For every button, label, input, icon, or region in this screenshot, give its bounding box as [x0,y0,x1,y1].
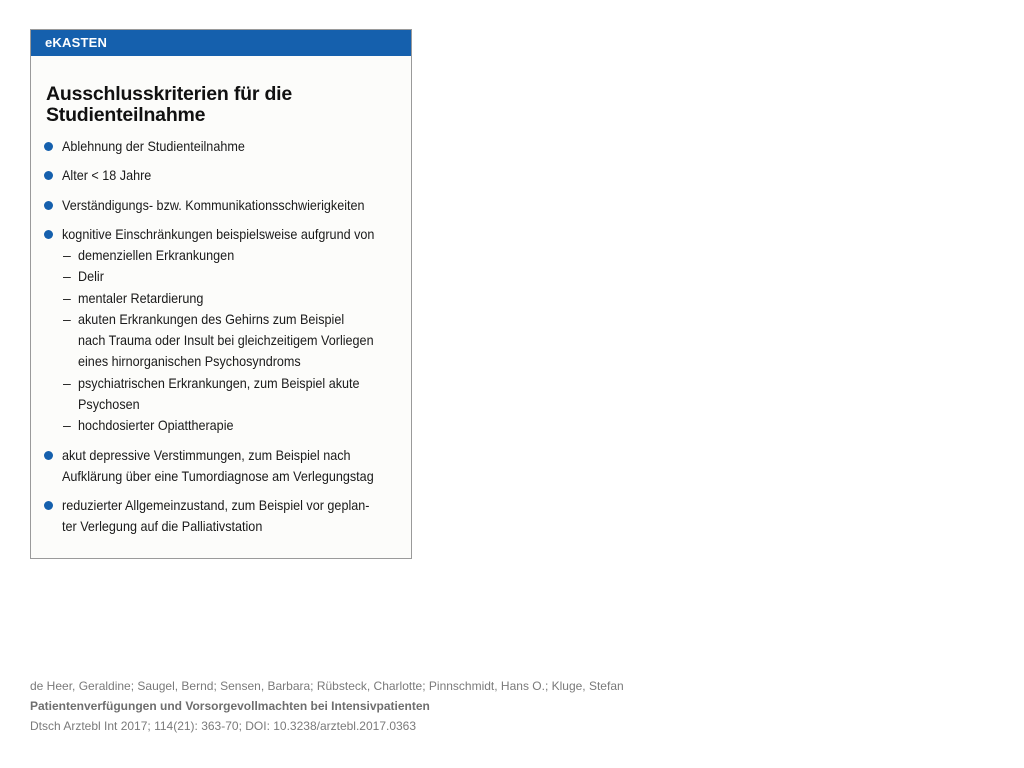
bullet-text: Aufklärung über eine Tumordiagnose am Verlegungstag [62,468,374,484]
bullet-item-2 [62,165,161,186]
citation-reference: Dtsch Arztebl Int 2017; 114(21): 363-70; DOI: 10.3238/arztebl.2017.0363 [30,719,417,733]
box-header: eKASTEN [31,30,411,56]
sub-item-4 [78,309,406,372]
bullet-item-4 [62,224,409,245]
dash-icon: – [63,417,71,433]
bullet-item-1 [62,136,265,157]
box-title-line-2: Studienteilnahme [46,104,206,126]
bullet-text: Alter < 18 Jahre [62,167,152,183]
bullet-item-5 [62,445,408,487]
bullet-text: reduzierter Allgemeinzustand, zum Beispiel vor geplan- [62,497,370,513]
ekasten-box [30,29,412,559]
sub-item-text: demenziellen Erkrankungen [78,247,235,263]
bullet-dot-icon [44,201,53,210]
sub-item-text: nach Trauma oder Insult bei gleichzeitigem Vorliegen [78,332,374,348]
sub-item-1 [78,245,252,266]
dash-icon: – [63,268,71,284]
bullet-dot-icon [44,142,53,151]
bullet-dot-icon [44,230,53,239]
dash-icon: – [63,247,71,263]
sub-item-6 [78,415,251,436]
sub-item-text: Delir [78,268,104,284]
citation-authors: de Heer, Geraldine; Saugel, Bernd; Sensen, Barbara; Rübsteck, Charlotte; Pinnschmidt, Hans O.; Kluge, Stefan [30,679,624,693]
box-title [46,84,292,126]
bullet-item-6 [62,495,404,537]
citation-title: Patientenverfügungen und Vorsorgevollmachten bei Intensivpatienten [30,699,430,713]
bullet-dot-icon [44,171,53,180]
dash-icon: – [63,375,71,391]
sub-item-text: eines hirnorganischen Psychosyndroms [78,353,301,369]
sub-item-text: hochdosierter Opiattherapie [78,417,234,433]
bullet-dot-icon [44,501,53,510]
bullet-text: Ablehnung der Studienteilnahme [62,138,245,154]
bullet-text: akut depressive Verstimmungen, zum Beispiel nach [62,447,351,463]
bullet-dot-icon [44,451,53,460]
bullet-text: kognitive Einschränkungen beispielsweise aufgrund von [62,226,375,242]
sub-item-3 [78,288,217,309]
sub-item-text: mentaler Retardierung [78,290,204,306]
sub-item-text: akuten Erkrankungen des Gehirns zum Beispiel [78,311,345,327]
bullet-text: ter Verlegung auf die Palliativstation [62,518,263,534]
sub-item-text: Psychosen [78,396,140,412]
dash-icon: – [63,311,71,327]
dash-icon: – [63,290,71,306]
bullet-text: Verständigungs- bzw. Kommunikationsschwierigkeiten [62,197,365,213]
sub-item-text: psychiatrischen Erkrankungen, zum Beispiel akute [78,375,360,391]
box-title-line-1: Ausschlusskriterien für die [46,83,293,105]
sub-item-5 [78,373,391,415]
bullet-item-3 [62,195,398,216]
sub-item-2 [78,266,107,287]
